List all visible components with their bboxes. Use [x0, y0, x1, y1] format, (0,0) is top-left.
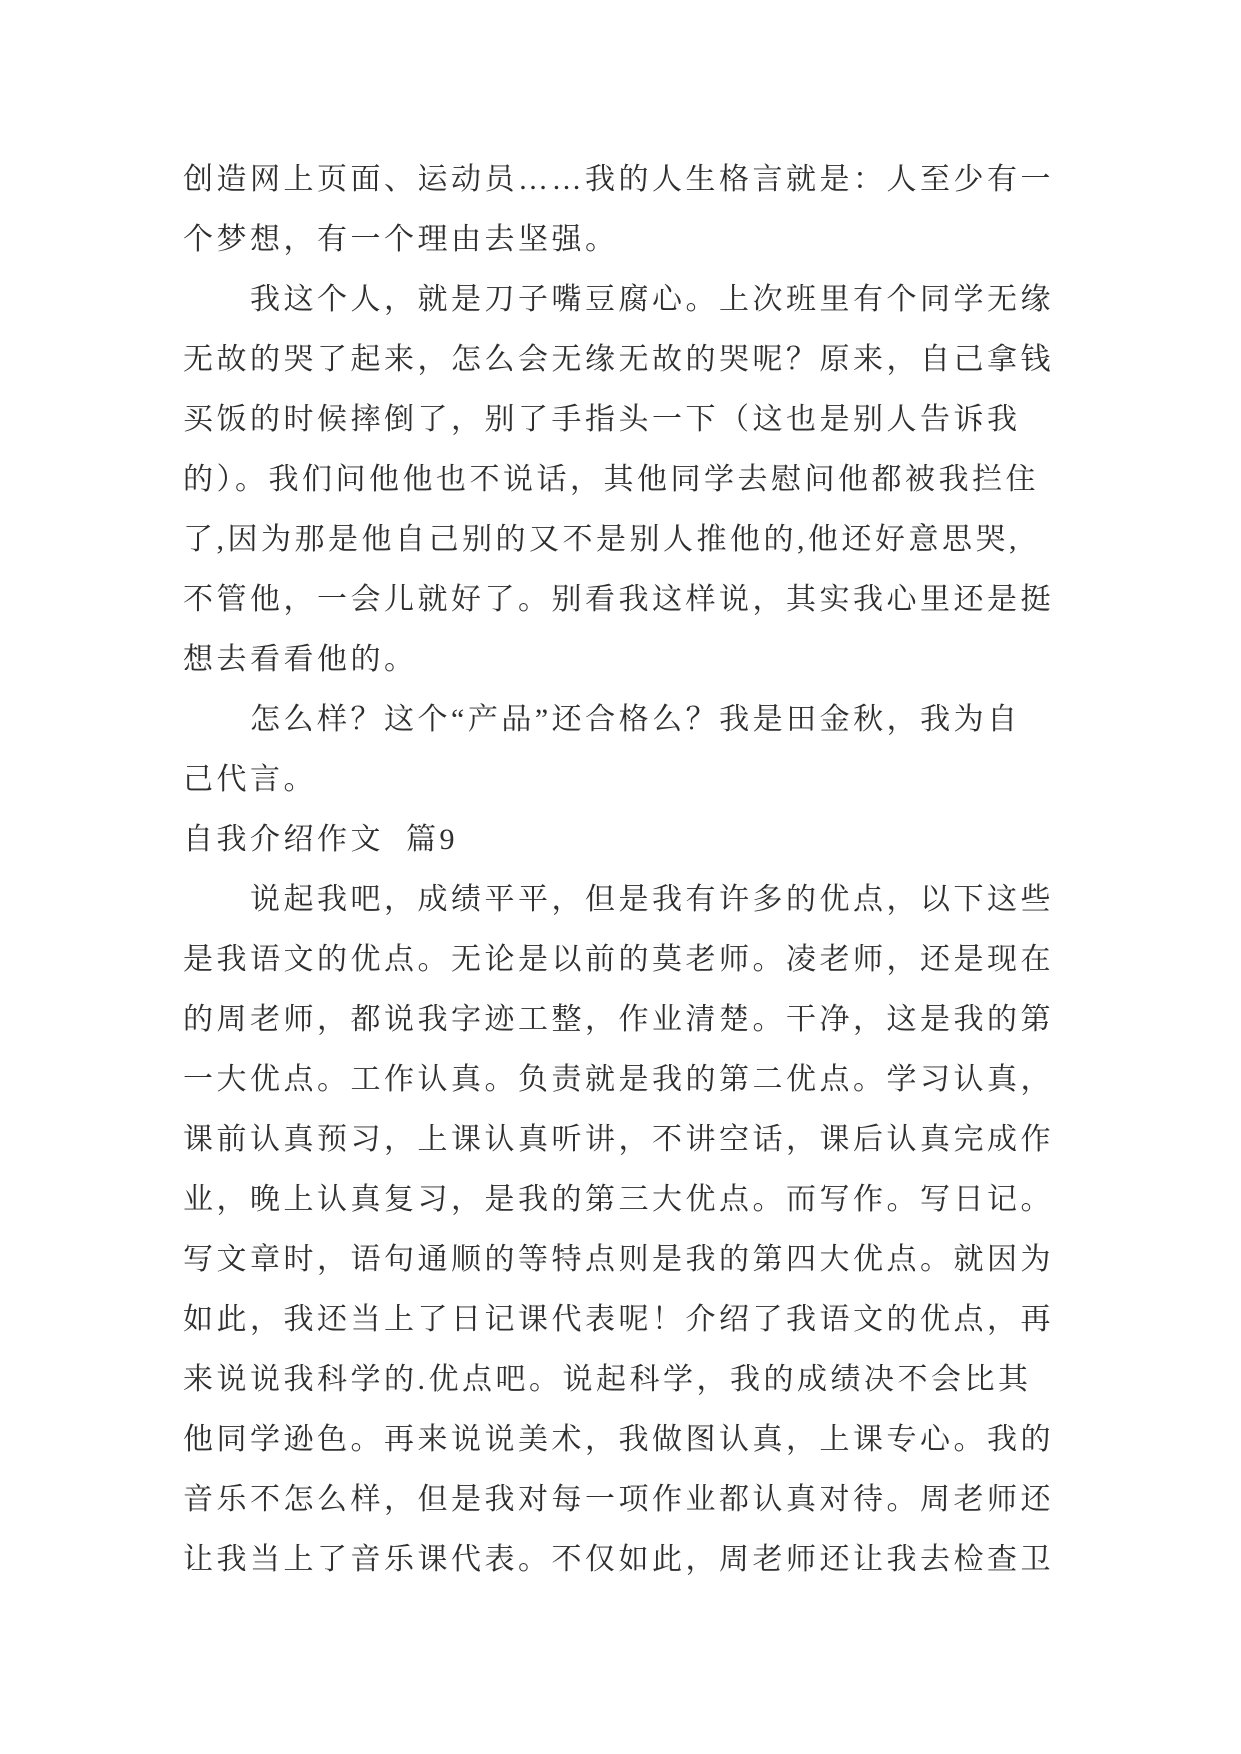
body-text-line: 音乐不怎么样，但是我对每一项作业都认真对待。周老师还 — [183, 1483, 1054, 1516]
body-text-line: 写文章时，语句通顺的等特点则是我的第四大优点。就因为 — [183, 1243, 1054, 1276]
body-text-line: 想去看看他的。 — [183, 643, 418, 676]
body-text-line: 买饭的时候摔倒了，别了手指头一下（这也是别人告诉我 — [183, 403, 1021, 436]
body-text-line: 无故的哭了起来，怎么会无缘无故的哭呢？原来，自己拿钱 — [183, 343, 1054, 376]
body-text-line: 创造网上页面、运动员……我的人生格言就是：人至少有一 — [183, 163, 1054, 196]
body-text-line: 说起我吧，成绩平平，但是我有许多的优点，以下这些 — [250, 883, 1054, 916]
body-text-line: 我这个人，就是刀子嘴豆腐心。上次班里有个同学无缘 — [250, 283, 1054, 316]
body-text-line: 的周老师，都说我字迹工整，作业清楚。干净，这是我的第 — [183, 1003, 1054, 1036]
body-text-line: 如此，我还当上了日记课代表呢！介绍了我语文的优点，再 — [183, 1303, 1054, 1336]
body-text-line: 来说说我科学的.优点吧。说起科学，我的成绩决不会比其 — [183, 1363, 1032, 1396]
document-text-block — [183, 150, 1078, 1590]
section-heading-line: 自我介绍作文 篇9 — [183, 823, 458, 856]
body-text-line: 个梦想，有一个理由去坚强。 — [183, 223, 619, 256]
body-text-line: 让我当上了音乐课代表。不仅如此，周老师还让我去检查卫 — [183, 1543, 1054, 1576]
body-text-line: 己代言。 — [183, 763, 317, 796]
body-text-line: 是我语文的优点。无论是以前的莫老师。凌老师，还是现在 — [183, 943, 1054, 976]
body-text-line: 不管他，一会儿就好了。别看我这样说，其实我心里还是挺 — [183, 583, 1054, 616]
body-text-line: 他同学逊色。再来说说美术，我做图认真，上课专心。我的 — [183, 1423, 1054, 1456]
body-text-line: 一大优点。工作认真。负责就是我的第二优点。学习认真， — [183, 1063, 1054, 1096]
body-text-line: 的）。我们问他他也不说话，其他同学去慰问他都被我拦住 — [183, 463, 1039, 496]
body-text-line: 了,因为那是他自己别的又不是别人推他的,他还好意思哭, — [183, 523, 1020, 556]
body-text-line: 业，晚上认真复习，是我的第三大优点。而写作。写日记。 — [183, 1183, 1054, 1216]
body-text-line: 怎么样？这个“产品”还合格么？我是田金秋，我为自 — [250, 703, 1021, 736]
body-text-line: 课前认真预习，上课认真听讲，不讲空话，课后认真完成作 — [183, 1123, 1054, 1156]
